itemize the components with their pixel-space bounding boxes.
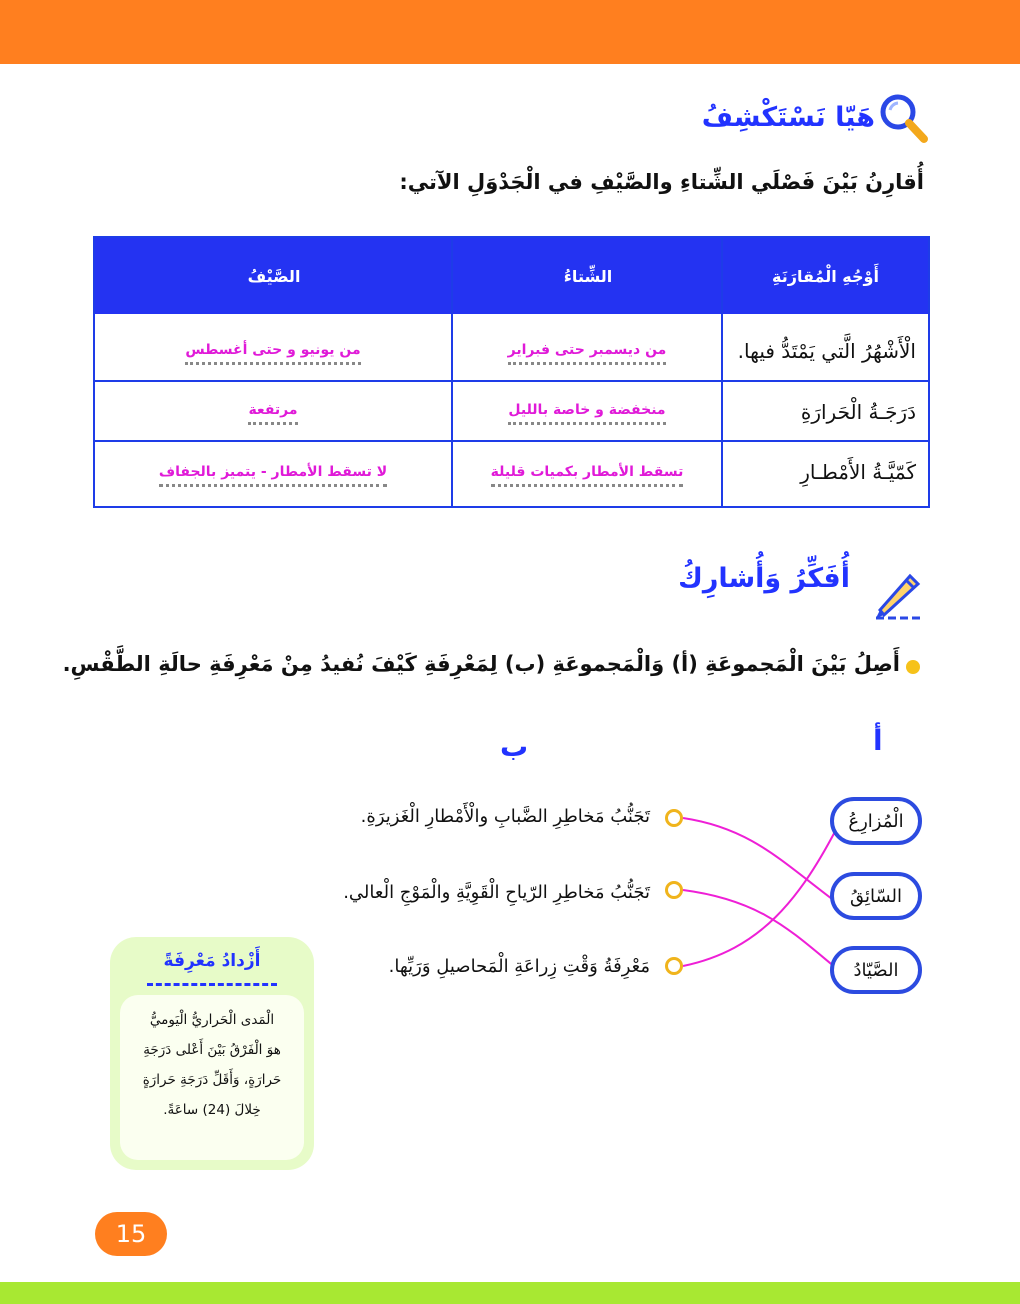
table-divider	[95, 440, 928, 442]
match-point[interactable]	[665, 881, 683, 899]
group-a-farmer[interactable]: الْمُزارِعُ	[830, 797, 922, 845]
magnifier-icon	[876, 92, 930, 146]
answer-text: لا تسقط الأمطار - يتميز بالجفاف	[159, 464, 387, 487]
info-line: خِلالَ (24) ساعَةً.	[163, 1102, 261, 1118]
bullet-dot	[906, 660, 920, 674]
match-instruction: أَصِلُ بَيْنَ الْمَجموعَةِ (أ) وَالْمَجموعَةِ (ب) لِمَعْرِفَةِ كَيْفَ نُفيدُ مِنْ مَعْرِفَةِ حالَةِ الطَّقْسِ.	[62, 652, 900, 676]
info-box	[110, 937, 314, 1170]
header-aspects: أَوْجُهِ الْمُقارَنَةِ	[723, 238, 928, 314]
pencil-icon	[866, 566, 926, 622]
match-point[interactable]	[665, 957, 683, 975]
group-b-label: ب	[500, 730, 529, 763]
row-label-temperature: دَرَجَـةُ الْحَرارَةِ	[800, 400, 916, 424]
answer-text: منخفضة و خاصة بالليل	[508, 402, 665, 425]
info-line: هوَ الْفَرْقُ بَيْنَ أَعْلى دَرَجَةِ	[143, 1042, 281, 1058]
table-divider	[721, 238, 723, 506]
answer-winter-temperature	[453, 402, 721, 425]
group-a-fisherman[interactable]: الصَّيّادُ	[830, 946, 922, 994]
answer-winter-months	[453, 342, 721, 365]
page-number: 15	[95, 1212, 167, 1256]
think-title: أُفَكِّرُ وَأُشارِكُ	[678, 563, 850, 594]
info-title: أَزْدادُ مَعْرِفَةً	[163, 951, 261, 971]
answer-text: مرتفعة	[248, 402, 297, 425]
group-b-fog-rain: تَجَنُّبُ مَخاطِرِ الضَّبابِ والْأَمْطارِ الْغَزيرَةِ.	[360, 806, 650, 827]
header-summer: الصَّيْفُ	[95, 238, 453, 314]
row-label-months: الْأَشْهُرُ الَّتي يَمْتَدُّ فيها.	[737, 339, 916, 363]
answer-summer-temperature	[95, 402, 451, 425]
info-line: حَرارَةٍ، وَأَقَلِّ دَرَجَةِ حَرارَةٍ	[142, 1072, 282, 1088]
answer-text: تسقط الأمطار بكميات قليلة	[491, 464, 684, 487]
info-line: الْمَدى الْحَراريُّ الْيَوميُّ	[149, 1012, 275, 1028]
header-winter: الشِّتاءُ	[453, 238, 723, 314]
link-line	[683, 822, 840, 966]
group-a-label: أ	[873, 724, 883, 757]
group-a-driver[interactable]: السّائِقُ	[830, 872, 922, 920]
group-b-wind-waves: تَجَنُّبُ مَخاطِرِ الرّياحِ الْقَوِيَّةِ والْمَوْجِ الْعالي.	[343, 882, 650, 903]
answer-winter-rainfall	[453, 464, 721, 487]
answer-summer-rainfall	[95, 464, 451, 487]
info-body	[120, 995, 304, 1160]
link-line	[683, 818, 836, 902]
explore-title: هَيّا نَسْتَكْشِفُ	[701, 102, 875, 133]
link-line	[683, 890, 836, 968]
footer-bar	[0, 1282, 1020, 1304]
table-instruction: أُقارِنُ بَيْنَ فَصْلَي الشِّتاءِ والصَّيْفِ في الْجَدْوَلِ الآتي:	[399, 170, 924, 194]
answer-text: من يونيو و حتى أغسطس	[185, 342, 360, 365]
group-b-planting: مَعْرِفَةُ وَقْتِ زِراعَةِ الْمَحاصيلِ وَرَيِّها.	[388, 956, 650, 977]
header-bar	[0, 0, 1020, 64]
match-point[interactable]	[665, 809, 683, 827]
info-title-underline	[147, 983, 277, 987]
answer-text: من ديسمبر حتى فبراير	[508, 342, 667, 365]
comparison-table	[93, 236, 930, 508]
table-divider	[95, 380, 928, 382]
answer-summer-months	[95, 342, 451, 365]
row-label-rainfall: كَمّيَّـةُ الأَمْطـارِ	[800, 460, 916, 484]
